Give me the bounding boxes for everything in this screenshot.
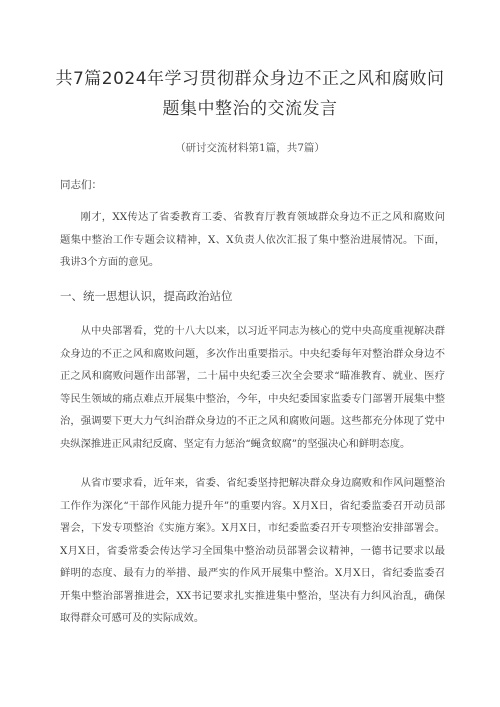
intro-paragraph: 刚才，XX传达了省委教育工委、省教育厅教育领域群众身边不正之风和腐败问题集中整治工作专题会议精神，X、X负责人依次汇报了集中整治进展情况。下面，我讲3个方面的意见。: [60, 211, 445, 268]
document-title: [40, 64, 460, 124]
document-subtitle: （研讨交流材料第1篇，共7篇）: [175, 142, 325, 154]
title-line-1: 共7篇2024年学习贯彻群众身边不正之风和腐败问: [55, 69, 445, 89]
paragraph-1: 从中央部署看，党的十八大以来，以习近平同志为核心的党中央高度重视解决群众身边的不正之风和腐败问题，多次作出重要指示。中央纪委每年对整治群众身边不正之风和腐败问题作出部署，二十届中央纪委三次全会要求“瞄准教育、就业、医疗等民生领域的痛点难点开展集中整治，今年，中央纪委国家监委专门部署开展集中整治，强调要下更大力气纠治群众身边的不正之风和腐败问题。这些都充分体现了党中央纵深推进正风肃纪反腐、坚定有力惩治“蝇贪蚁腐”的坚强决心和鲜明态度。: [60, 325, 445, 450]
salutation: 同志们：: [60, 179, 102, 191]
paragraph-2: 从省市要求看，近年来，省委、省纪委坚持把解决群众身边腐败和作风问题整治工作作为深化“干部作风能力提升年”的重要内容。X月X日，省纪委监委召开动员部署会，下发专项整治《实施方案》。X月X日，市纪委监委召开专项整治安排部署会。X月X日，省委常委会传达学习全国集中整治动员部署会议精神，一德书记要求以最鲜明的态度、最有力的举措、最严实的作风开展集中整治。X月X日，省纪委监委召开集中整治部署推进会，XX书记要求扎实推进集中整治，坚决有力纠风治乱，确保取得群众可感可及的实际成效。: [60, 477, 445, 624]
section-1-heading: 一、统一思想认识，提高政治站位: [60, 289, 233, 303]
title-line-2: 题集中整治的交流发言: [162, 99, 338, 119]
